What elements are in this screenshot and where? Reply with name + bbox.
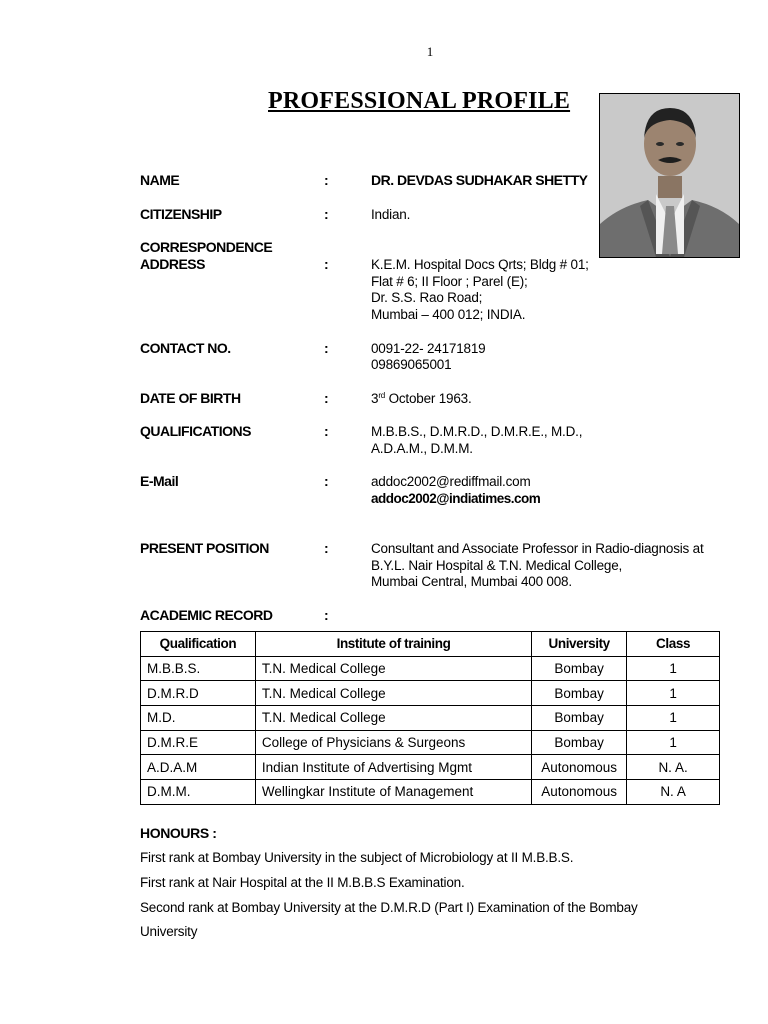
dob-day: 3: [371, 391, 379, 406]
address-line-2: Flat # 6; II Floor ; Parel (E);: [371, 274, 528, 289]
qualifications-colon: :: [324, 423, 329, 439]
honours-item: Second rank at Bombay University at the D.M.R.D (Part I) Examination of the Bombay: [140, 900, 638, 915]
col-header-university: University: [532, 632, 627, 657]
cell-qualification: D.M.M.: [141, 780, 256, 805]
dob-label: DATE OF BIRTH: [140, 390, 241, 406]
cell-institute: Wellingkar Institute of Management: [255, 780, 531, 805]
name-value: DR. DEVDAS SUDHAKAR SHETTY: [371, 172, 588, 188]
contact-label: CONTACT NO.: [140, 340, 231, 356]
address-colon: :: [324, 256, 329, 272]
honours-item: University: [140, 924, 198, 939]
table-row: [141, 780, 720, 805]
citizenship-value: Indian.: [371, 207, 411, 222]
cell-institute: Indian Institute of Advertising Mgmt: [255, 755, 531, 780]
position-line-1: Consultant and Associate Professor in Radio-diagnosis at: [371, 541, 704, 556]
qualifications-line-2: A.D.A.M., D.M.M.: [371, 441, 473, 456]
dob-day-suffix: rd: [378, 391, 386, 400]
email-2: addoc2002@indiatimes.com: [371, 491, 541, 506]
position-colon: :: [324, 540, 329, 556]
page-number: 1: [426, 44, 434, 59]
email-label: E-Mail: [140, 473, 179, 489]
table-row: [141, 755, 720, 780]
honours-heading: HONOURS :: [140, 825, 217, 841]
academic-record-table: [140, 631, 720, 805]
cell-institute: College of Physicians & Surgeons: [255, 730, 531, 755]
cell-qualification: M.B.B.S.: [141, 656, 256, 681]
cell-university: Bombay: [532, 730, 627, 755]
contact-phone-2: 09869065001: [371, 357, 452, 372]
document-title: PROFESSIONAL PROFILE: [268, 88, 571, 114]
col-header-institute: Institute of training: [255, 632, 531, 657]
dob-rest: October 1963.: [385, 391, 472, 406]
position-label: PRESENT POSITION: [140, 540, 269, 556]
name-label: NAME: [140, 172, 180, 188]
cell-university: Bombay: [532, 706, 627, 731]
address-line-1: K.E.M. Hospital Docs Qrts; Bldg # 01;: [371, 257, 589, 272]
honours-item: First rank at Bombay University in the subject of Microbiology at II M.B.B.S.: [140, 850, 574, 865]
cell-class: 1: [627, 656, 720, 681]
citizenship-colon: :: [324, 206, 329, 222]
academic-record-colon: :: [324, 607, 329, 623]
address-label-line-1: CORRESPONDENCE: [140, 239, 273, 255]
cell-university: Bombay: [532, 656, 627, 681]
cell-qualification: D.M.R.D: [141, 681, 256, 706]
profile-photo: [599, 93, 740, 258]
cell-class: N. A.: [627, 755, 720, 780]
cell-qualification: A.D.A.M: [141, 755, 256, 780]
col-header-qualification: Qualification: [141, 632, 256, 657]
cell-institute: T.N. Medical College: [255, 656, 531, 681]
table-row: [141, 730, 720, 755]
cell-class: N. A: [627, 780, 720, 805]
honours-item: First rank at Nair Hospital at the II M.B.B.S Examination.: [140, 875, 465, 890]
address-line-4: Mumbai – 400 012; INDIA.: [371, 307, 526, 322]
email-colon: :: [324, 473, 329, 489]
cell-class: 1: [627, 681, 720, 706]
address-label-line-2: ADDRESS: [140, 256, 205, 272]
cell-university: Bombay: [532, 681, 627, 706]
table-row: [141, 656, 720, 681]
table-row: [141, 706, 720, 731]
cell-qualification: M.D.: [141, 706, 256, 731]
cell-institute: T.N. Medical College: [255, 681, 531, 706]
position-line-3: Mumbai Central, Mumbai 400 008.: [371, 574, 572, 589]
contact-colon: :: [324, 340, 329, 356]
name-colon: :: [324, 172, 329, 188]
citizenship-label: CITIZENSHIP: [140, 206, 222, 222]
contact-phone-1: 0091-22- 24171819: [371, 341, 486, 356]
dob-value: [371, 390, 472, 407]
col-header-class: Class: [627, 632, 720, 657]
cell-class: 1: [627, 730, 720, 755]
qualifications-line-1: M.B.B.S., D.M.R.D., D.M.R.E., M.D.,: [371, 424, 583, 439]
academic-record-label: ACADEMIC RECORD: [140, 607, 273, 623]
cell-university: Autonomous: [532, 780, 627, 805]
email-1: addoc2002@rediffmail.com: [371, 474, 531, 489]
table-header-row: [141, 632, 720, 657]
cell-university: Autonomous: [532, 755, 627, 780]
qualifications-label: QUALIFICATIONS: [140, 423, 251, 439]
portrait-photo-icon: [600, 94, 739, 257]
position-line-2: B.Y.L. Nair Hospital & T.N. Medical College,: [371, 558, 623, 573]
cell-class: 1: [627, 706, 720, 731]
cell-qualification: D.M.R.E: [141, 730, 256, 755]
cell-institute: T.N. Medical College: [255, 706, 531, 731]
table-row: [141, 681, 720, 706]
dob-colon: :: [324, 390, 329, 406]
address-line-3: Dr. S.S. Rao Road;: [371, 290, 483, 305]
